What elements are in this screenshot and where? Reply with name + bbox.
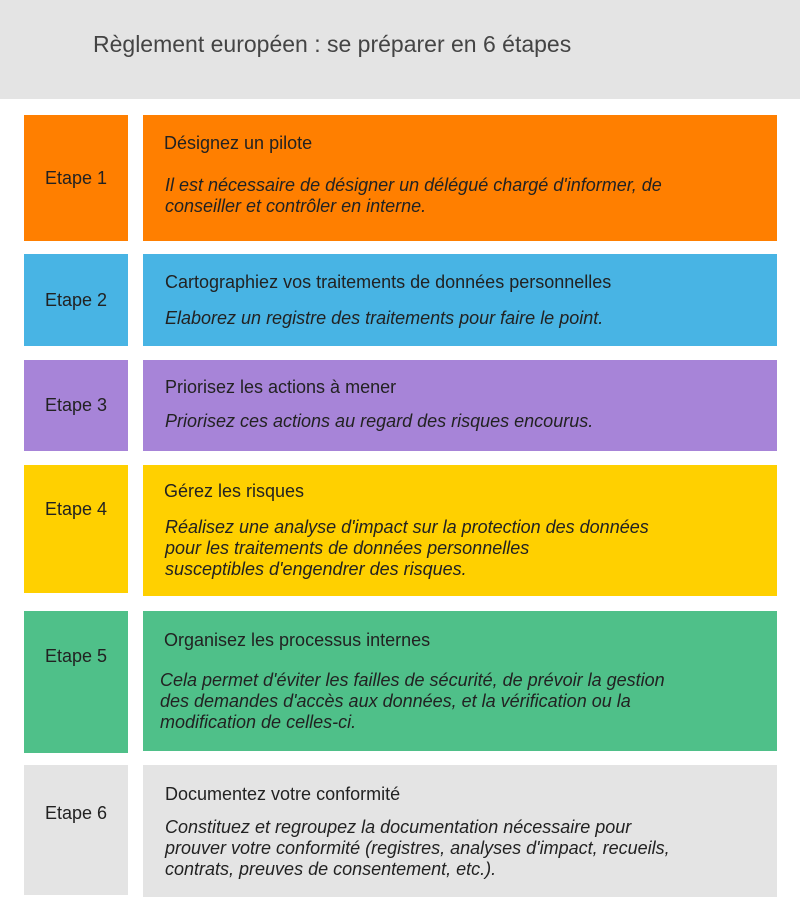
step-1 — [0, 115, 800, 241]
step-1-label: Etape 1 — [24, 115, 128, 241]
step-5-title: Organisez les processus internes — [164, 630, 431, 650]
step-5-body — [143, 611, 777, 751]
step-5-description: Cela permet d'éviter les failles de sécurité, de prévoir la gestion des demandes d'accès aux données, et la vérification ou la modification de celles-ci. — [160, 670, 665, 732]
step-6 — [0, 765, 800, 897]
step-6-label: Etape 6 — [24, 765, 128, 895]
step-2-label: Etape 2 — [24, 254, 128, 346]
step-3-body — [143, 360, 777, 451]
step-2-title: Cartographiez vos traitements de données personnelles — [165, 272, 612, 292]
step-1-description: Il est nécessaire de désigner un délégué chargé d'informer, de conseiller et contrôler en interne. — [165, 175, 662, 216]
step-4-description: Réalisez une analyse d'impact sur la protection des données pour les traitements de données personnelles susceptibles d'engendrer des risques. — [165, 517, 649, 579]
page-title: Règlement européen : se préparer en 6 étapes — [93, 31, 572, 57]
step-3-label: Etape 3 — [24, 360, 128, 451]
header-banner — [0, 0, 800, 99]
step-6-title: Documentez votre conformité — [165, 784, 401, 804]
step-5-label: Etape 5 — [24, 611, 128, 753]
step-6-description: Constituez et regroupez la documentation nécessaire pour prouver votre conformité (registres, analyses d'impact, recueils, contrats, preuves de consentement, etc.). — [165, 817, 670, 879]
step-1-body — [143, 115, 777, 241]
step-4-label: Etape 4 — [24, 465, 128, 593]
step-2 — [0, 254, 800, 346]
step-5 — [0, 611, 800, 753]
step-3-description: Priorisez ces actions au regard des risques encourus. — [165, 411, 594, 431]
step-4 — [0, 465, 800, 596]
step-4-title: Gérez les risques — [164, 481, 305, 501]
step-2-description: Elaborez un registre des traitements pour faire le point. — [165, 308, 604, 328]
step-6-body — [143, 765, 777, 897]
step-4-body — [143, 465, 777, 596]
step-3 — [0, 360, 800, 451]
step-3-title: Priorisez les actions à mener — [165, 377, 397, 397]
step-2-body — [143, 254, 777, 346]
step-1-title: Désignez un pilote — [164, 133, 313, 153]
